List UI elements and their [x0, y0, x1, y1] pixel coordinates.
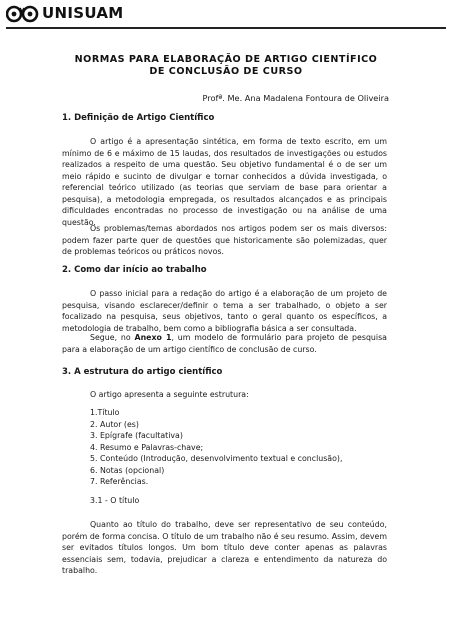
section-1-paragraph-1: O artigo é a apresentação sintética, em forma de texto escrito, em um mínimo de 6 e máximo de 15 laudas, dos resultados de investigações ou estudos realizados a respeito de uma questão. Seu objetivo fundamental é o de ser um meio rápido e sucinto de divulgar e tornar conhecidos a dúvida investigada, o referencial teórico utilizado (as teorias que serviam de base para orientar a pesquisa), a metodologia empregada, os resultados alcançados e as principais dificuldades encontradas no processo de investigação ou na análise de uma questão. — [62, 137, 387, 227]
list-item: 2. Autor (es) — [90, 419, 139, 429]
list-item: 1.Título — [90, 408, 120, 417]
list-item: 7. Referências. — [90, 477, 149, 486]
list-item: 3. Epígrafe (facultativa) — [90, 431, 183, 440]
list-item: 5. Conteúdo (Introdução, desenvolvimento textual e conclusão), — [90, 454, 343, 463]
section-2-paragraph-1: O passo inicial para a redação do artigo é a elaboração de um projeto de pesquisa, visando esclarecer/definir o tema a ser trabalhado, o objeto a ser focalizado na pesquisa, seus objetivos, tanto o geral quanto os específicos, a metodologia de trabalho, bem como a bibliografia básica a ser consultada. — [62, 289, 387, 333]
list-item: 4. Resumo e Palavras-chave; — [90, 442, 204, 452]
document-title-line2: DE CONCLUSÃO DE CURSO — [149, 66, 303, 77]
page-header — [6, 3, 446, 29]
list-item: 6. Notas (opcional) — [90, 465, 165, 475]
owl-logo-icon — [6, 5, 40, 23]
structure-list — [90, 407, 342, 488]
annex-reference: Anexo 1 — [134, 333, 172, 342]
subsection-heading-3-1: 3.1 - O título — [90, 496, 140, 505]
author-line: Profª. Me. Ana Madalena Fontoura de Oliveira — [202, 93, 389, 103]
paragraph-text: , um modelo de formulário para projeto de pesquisa para a elaboração de um artigo científico de conclusão de curso. — [62, 333, 387, 354]
document-title-line1: NORMAS PARA ELABORAÇÃO DE ARTIGO CIENTÍFICO — [74, 54, 378, 65]
section-heading-2: 2. Como dar início ao trabalho — [62, 265, 207, 275]
section-2-paragraph-2 — [62, 332, 387, 355]
title-paragraph: Quanto ao título do trabalho, deve ser representativo de seu conteúdo, porém de forma concisa. O título de um trabalho não é seu resumo. Assim, devem ser evitados títulos longos. Um bom título deve conter apenas as palavras essenciais sem, todavia, prejudicar a clareza e entendimento da natureza do trabalho. — [62, 520, 387, 575]
section-1-paragraph-2: Os problemas/temas abordados nos artigos podem ser os mais diversos: podem fazer parte quer de questões que historicamente são polemizadas, quer de problemas teóricos ou práticos novos. — [62, 224, 387, 256]
structure-intro: O artigo apresenta a seguinte estrutura: — [90, 390, 249, 399]
section-heading-3: 3. A estrutura do artigo científico — [62, 367, 223, 377]
header-divider — [6, 27, 446, 29]
brand-name: UNISUAM — [42, 4, 124, 22]
paragraph-text: Segue, no — [90, 333, 135, 342]
section-heading-1: 1. Definição de Artigo Científico — [62, 113, 215, 123]
